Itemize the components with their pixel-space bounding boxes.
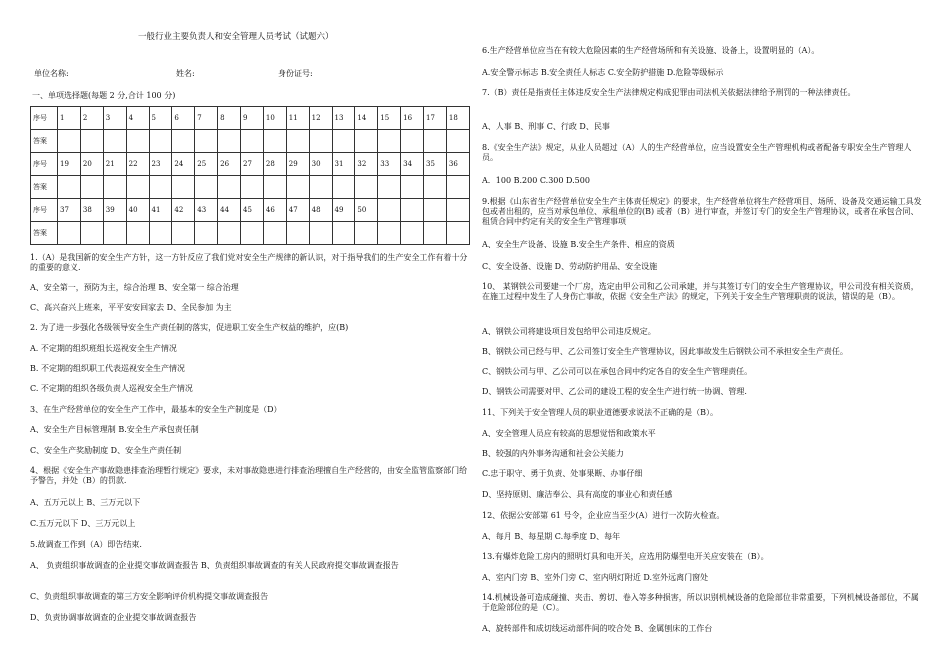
seq-cell: 18 (446, 107, 469, 130)
answer-cell (401, 130, 424, 153)
seq-cell: 11 (286, 107, 309, 130)
seq-cell: 31 (332, 153, 355, 176)
answer-cell (149, 176, 172, 199)
answer-cell (332, 130, 355, 153)
seq-cell (378, 199, 401, 222)
seq-cell: 8 (218, 107, 241, 130)
question-11: 11、下列关于安全管理人员的职业道德要求说法不正确的是（B）。 (482, 408, 719, 417)
q4-options-ab: A、五万元以上 B、三万元以下 (30, 498, 141, 507)
answer-cell (241, 176, 264, 199)
answer-cell (103, 222, 126, 245)
answer-cell (446, 222, 469, 245)
seq-cell: 49 (332, 199, 355, 222)
seq-cell: 28 (263, 153, 286, 176)
question-8: 8.《安全生产法》规定，从业人员超过（A）人的生产经营单位，应当设置安全生产管理机构或者配备专职安全生产管理人员。 (482, 143, 912, 162)
seq-cell: 37 (58, 199, 81, 222)
answer-cell (241, 222, 264, 245)
question-1: 1.（A）是我国新的安全生产方针，这一方针反应了我们党对安全生产规律的新认识，对于指导我们的生产安全工作有着十分的重要的意义. (30, 253, 468, 272)
answer-cell (149, 130, 172, 153)
answer-cell (218, 130, 241, 153)
seq-cell: 41 (149, 199, 172, 222)
seq-cell: 12 (309, 107, 332, 130)
answer-cell (424, 176, 447, 199)
table-row (31, 130, 470, 153)
answer-cell (80, 176, 103, 199)
question-13: 13.有爆炸危险工房内的照明灯具和电开关，应选用防爆型电开关应安装在（B）。 (482, 552, 769, 561)
answer-cell (218, 176, 241, 199)
seq-cell: 1 (58, 107, 81, 130)
answer-cell (218, 222, 241, 245)
answer-cell (195, 130, 218, 153)
answer-cell (195, 222, 218, 245)
q12-options: A、每月 B、每星期 C.每季度 D、每年 (482, 532, 621, 541)
seq-cell: 39 (103, 199, 126, 222)
answer-cell (149, 222, 172, 245)
q2-option-b: B. 不定期的组织职工代表巡视安全生产情况 (30, 364, 185, 373)
table-row (31, 199, 470, 222)
answer-cell (263, 222, 286, 245)
answer-cell (126, 222, 149, 245)
seq-cell: 32 (355, 153, 378, 176)
q11-option-a: A、安全管理人员应有较高的思想觉悟和政策水平 (482, 429, 656, 438)
q7-options: A、人事 B、刑事 C、行政 D、民事 (482, 122, 610, 131)
answer-cell (424, 222, 447, 245)
seq-cell: 19 (58, 153, 81, 176)
answer-cell (446, 130, 469, 153)
question-5: 5.故调查工作到（A）即告结束. (30, 540, 142, 549)
q11-option-b: B、较强的内外事务沟通和社会公关能力 (482, 449, 624, 458)
answer-cell (378, 222, 401, 245)
answer-cell (103, 176, 126, 199)
seq-cell: 15 (378, 107, 401, 130)
q1-options-cd: C、高兴奋兴上班来，平平安安回家去 D、全民参加 为主 (30, 303, 232, 312)
question-9: 9.根据《山东省生产经营单位安全生产主体责任规定》的要求，生产经营单位将生产经营项目、场所、设备及交通运输工具发包或者出租的，应当对承包单位、承租单位的(B) 或者（B）进行审查，并签订专门的安全生产管理协议，或者在承包合同、租赁合同中约定有关的安全生产管理事项 (482, 197, 922, 226)
answer-cell (172, 176, 195, 199)
seq-cell: 3 (103, 107, 126, 130)
table-row (31, 107, 470, 130)
seq-cell: 47 (286, 199, 309, 222)
name-label: 姓名: (176, 69, 195, 78)
question-14: 14.机械设备可造成碰撞、夹击、剪切、卷入等多种损害，所以识别机械设备的危险部位非常重要，下列机械设备部位，不属于危险部位的是（C）。 (482, 593, 919, 612)
q9-options-cd: C、安全设备、设施 D、劳动防护用品、安全设施 (482, 262, 658, 271)
answer-cell (332, 222, 355, 245)
answer-cell (263, 130, 286, 153)
seq-cell: 29 (286, 153, 309, 176)
q10-option-b: B、钢铁公司已经与甲、乙公司签订安全生产管理协议，因此事故发生后钢铁公司不承担安全生产责任。 (482, 347, 848, 356)
ans-label: 答案 (31, 130, 58, 153)
seq-cell: 38 (80, 199, 103, 222)
seq-cell: 13 (332, 107, 355, 130)
answer-cell (355, 176, 378, 199)
q9-options-ab: A、安全生产设备、设施 B.安全生产条件、相应的资质 (482, 240, 675, 249)
answer-cell (263, 176, 286, 199)
question-4: 4、根据《安全生产事故隐患排查治理暂行规定》要求，未对事故隐患进行排查治理擅自生产经营的，由安全监管监察部门给予警告，并处（B）的罚款. (30, 466, 468, 485)
seq-cell: 6 (172, 107, 195, 130)
seq-cell: 24 (172, 153, 195, 176)
answer-cell (424, 130, 447, 153)
answer-cell (378, 176, 401, 199)
seq-cell: 46 (263, 199, 286, 222)
q3-options-ab: A、安全生产目标管理制 B.安全生产承包责任制 (30, 425, 199, 434)
seq-cell: 40 (126, 199, 149, 222)
table-row (31, 176, 470, 199)
answer-cell (446, 176, 469, 199)
q8-options: A．100 B.200 C.300 D.500 (482, 176, 590, 185)
seq-cell (401, 199, 424, 222)
seq-cell: 5 (149, 107, 172, 130)
answer-cell (309, 130, 332, 153)
answer-cell (58, 130, 81, 153)
answer-cell (378, 130, 401, 153)
seq-cell: 7 (195, 107, 218, 130)
answer-cell (58, 176, 81, 199)
q6-options: A.安全警示标志 B.安全责任人标志 C.安全防护措施 D.危险等级标示 (482, 68, 724, 77)
seq-cell: 17 (424, 107, 447, 130)
seq-cell: 48 (309, 199, 332, 222)
seq-cell: 30 (309, 153, 332, 176)
table-row (31, 222, 470, 245)
ans-label: 答案 (31, 222, 58, 245)
seq-cell: 45 (241, 199, 264, 222)
q1-options-ab: A、安全第一，预防为主，综合治理 B、安全第一 综合治理 (30, 283, 239, 292)
answer-cell (241, 130, 264, 153)
seq-cell: 14 (355, 107, 378, 130)
seq-label: 序号 (31, 107, 58, 130)
seq-cell: 16 (401, 107, 424, 130)
question-12: 12、依据公安部第 61 号令，企业应当至少(A）进行一次防火检查。 (482, 511, 725, 520)
answer-cell (126, 176, 149, 199)
question-2: 2. 为了进一步强化各级领导安全生产责任制的落实，促进职工安全生产权益的维护，应(B) (30, 323, 349, 332)
seq-cell: 44 (218, 199, 241, 222)
answer-cell (286, 130, 309, 153)
seq-cell: 50 (355, 199, 378, 222)
seq-label: 序号 (31, 199, 58, 222)
q5-option-d: D、负责协调事故调查的企业提交事故调查报告 (30, 613, 197, 622)
answer-cell (309, 222, 332, 245)
q5-options-ab: A、 负责组织事故调查的企业提交事故调查报告 B、负责组织事故调查的有关人民政府提交事故调查报告 (30, 561, 399, 570)
seq-cell: 42 (172, 199, 195, 222)
answer-cell (286, 222, 309, 245)
answer-cell (103, 130, 126, 153)
ans-label: 答案 (31, 176, 58, 199)
q3-options-cd: C、安全生产奖励制度 D、安全生产责任制 (30, 446, 182, 455)
q10-option-a: A、钢铁公司将建设项目发包给甲公司违反规定。 (482, 327, 656, 336)
section-heading: 一、单项选择题(每题 2 分,合计 100 分) (32, 91, 176, 100)
seq-cell: 26 (218, 153, 241, 176)
answer-cell (80, 130, 103, 153)
seq-cell (446, 199, 469, 222)
q5-option-c: C、负责组织事故调查的第三方安全影响评价机构提交事故调查报告 (30, 592, 269, 601)
answer-cell (80, 222, 103, 245)
q10-option-c: C、钢铁公司与甲、乙公司可以在承包合同中约定各自的安全生产管理责任。 (482, 367, 753, 376)
seq-cell: 4 (126, 107, 149, 130)
answer-cell (309, 176, 332, 199)
table-row (31, 153, 470, 176)
answer-cell (355, 222, 378, 245)
question-7: 7.（B）责任是指责任主体违反安全生产法律规定构成犯罪由司法机关依据法律给予刑罚的一种法律责任。 (482, 88, 856, 97)
answer-cell (355, 130, 378, 153)
seq-cell: 35 (424, 153, 447, 176)
seq-cell: 36 (446, 153, 469, 176)
seq-cell: 9 (241, 107, 264, 130)
exam-title: 一般行业主要负责人和安全管理人员考试（试题六） (138, 32, 334, 42)
answer-cell (126, 130, 149, 153)
seq-cell: 27 (241, 153, 264, 176)
question-10: 10、 某钢铁公司要建一个厂房，选定由甲公司和乙公司承建，并与其签订专门的安全生产管理协议，甲公司没有相关资质，在施工过程中发生了人身伤亡事故，依据《安全生产法》的规定，下列关于安全生产管理职责的说法，错误的是（B）。 (482, 282, 919, 301)
q2-option-c: C. 不定期的组织各级负责人巡视安全生产情况 (30, 384, 193, 393)
answer-cell (195, 176, 218, 199)
q11-option-c: C.忠于职守、勇于负责、处事果断、办事仔细 (482, 469, 643, 478)
question-3: 3、在生产经营单位的安全生产工作中，最基本的安全生产制度是（D） (30, 405, 282, 414)
answer-cell (401, 176, 424, 199)
id-label: 身份证号: (278, 69, 313, 78)
q11-option-d: D、坚持原则、廉洁奉公、具有高度的事业心和责任感 (482, 490, 673, 499)
seq-cell (424, 199, 447, 222)
answer-cell (332, 176, 355, 199)
q4-options-cd: C.五万元以下 D、三万元以上 (30, 519, 136, 528)
seq-cell: 2 (80, 107, 103, 130)
seq-cell: 43 (195, 199, 218, 222)
question-6: 6.生产经营单位应当在有较大危险因素的生产经营场所和有关设施、设备上，设置明显的（A）。 (482, 46, 820, 55)
q14-options-ab: A、旋转部件和成切线运动部件间的咬合处 B、金属刨床的工作台 (482, 624, 713, 633)
answer-cell (58, 222, 81, 245)
q10-option-d: D、钢铁公司需要对甲、乙公司的建设工程的安全生产进行统一协调、管理. (482, 387, 747, 396)
answer-table (30, 106, 470, 245)
seq-cell: 22 (126, 153, 149, 176)
seq-label: 序号 (31, 153, 58, 176)
answer-cell (401, 222, 424, 245)
answer-cell (286, 176, 309, 199)
answer-cell (172, 222, 195, 245)
unit-label: 单位名称: (34, 69, 69, 78)
seq-cell: 33 (378, 153, 401, 176)
answer-cell (172, 130, 195, 153)
seq-cell: 25 (195, 153, 218, 176)
seq-cell: 20 (80, 153, 103, 176)
seq-cell: 23 (149, 153, 172, 176)
q13-options: A、室内门旁 B、室外门旁 C、室内明灯附近 D.室外远离门窗处 (482, 573, 709, 582)
q2-option-a: A. 不定期的组织班组长巡视安全生产情况 (30, 344, 177, 353)
seq-cell: 10 (263, 107, 286, 130)
seq-cell: 34 (401, 153, 424, 176)
seq-cell: 21 (103, 153, 126, 176)
